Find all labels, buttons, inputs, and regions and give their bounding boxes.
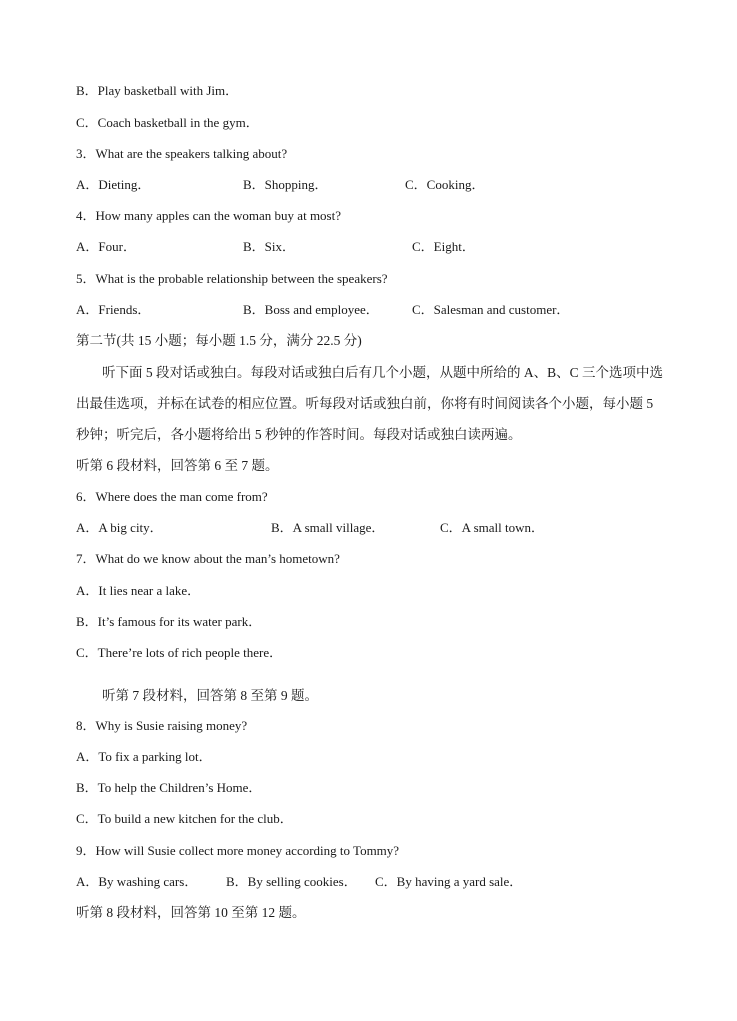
question-7: 7．What do we know about the man’s hometown? [76,551,340,566]
section-2-instructions: 听下面 5 段对话或独白。每段对话或独白后有几个小题，从题中所给的 A、B、C 三个选项中选出最佳选项，并标在试卷的相应位置。听每段对话或独白前，你将有时间阅读各个小题，每小题 5 秒钟；听完后，各小题将给出 5 秒钟的作答时间。每段对话或独白读两遍。 [76,365,664,442]
q9-option-c: C．By having a yard sale． [375,874,523,889]
q8-option-b: B．To help the Children’s Home． [76,780,262,795]
q6-option-b: B．A small village． [271,520,385,535]
section-2-heading: 第二节(共 15 小题；每小题 1.5 分，满分 22.5 分) [76,333,362,348]
q8-option-c: C．To build a new kitchen for the club． [76,811,293,826]
q3-option-c: C．Cooking． [405,177,485,192]
q9-option-b: B．By selling cookies． [226,874,357,889]
material-7-heading: 听第 7 段材料，回答第 8 至第 9 题。 [102,688,318,703]
material-6-heading: 听第 6 段材料，回答第 6 至 7 题。 [76,458,279,473]
q3-option-a: A．Dieting． [76,177,151,192]
q5-option-a: A．Friends． [76,302,151,317]
question-4: 4．How many apples can the woman buy at most? [76,208,341,223]
q7-option-b: B．It’s famous for its water park． [76,614,262,629]
q3-option-b: B．Shopping． [243,177,328,192]
q4-option-c: C．Eight． [412,239,475,254]
q4-option-a: A．Four． [76,239,136,254]
q5-option-c: C．Salesman and customer． [412,302,570,317]
q5-option-b: B．Boss and employee． [243,302,379,317]
question-9: 9．How will Susie collect more money according to Tommy? [76,843,400,858]
q8-option-a: A．To fix a parking lot． [76,749,212,764]
q4-option-b: B．Six． [243,239,296,254]
question-5: 5．What is the probable relationship between the speakers? [76,271,388,286]
q2-option-c: C．Coach basketball in the gym． [76,115,259,130]
material-8-heading: 听第 8 段材料，回答第 10 至第 12 题。 [76,905,306,920]
q6-option-c: C．A small town． [440,520,545,535]
question-6: 6．Where does the man come from? [76,489,268,504]
q7-option-a: A．It lies near a lake． [76,583,201,598]
q9-option-a: A．By washing cars． [76,874,198,889]
question-3: 3．What are the speakers talking about? [76,146,288,161]
question-8: 8．Why is Susie raising money? [76,718,248,733]
q6-option-a: A．A big city． [76,520,163,535]
q2-option-b: B．Play basketball with Jim． [76,83,239,98]
q7-option-c: C．There’re lots of rich people there． [76,645,283,660]
